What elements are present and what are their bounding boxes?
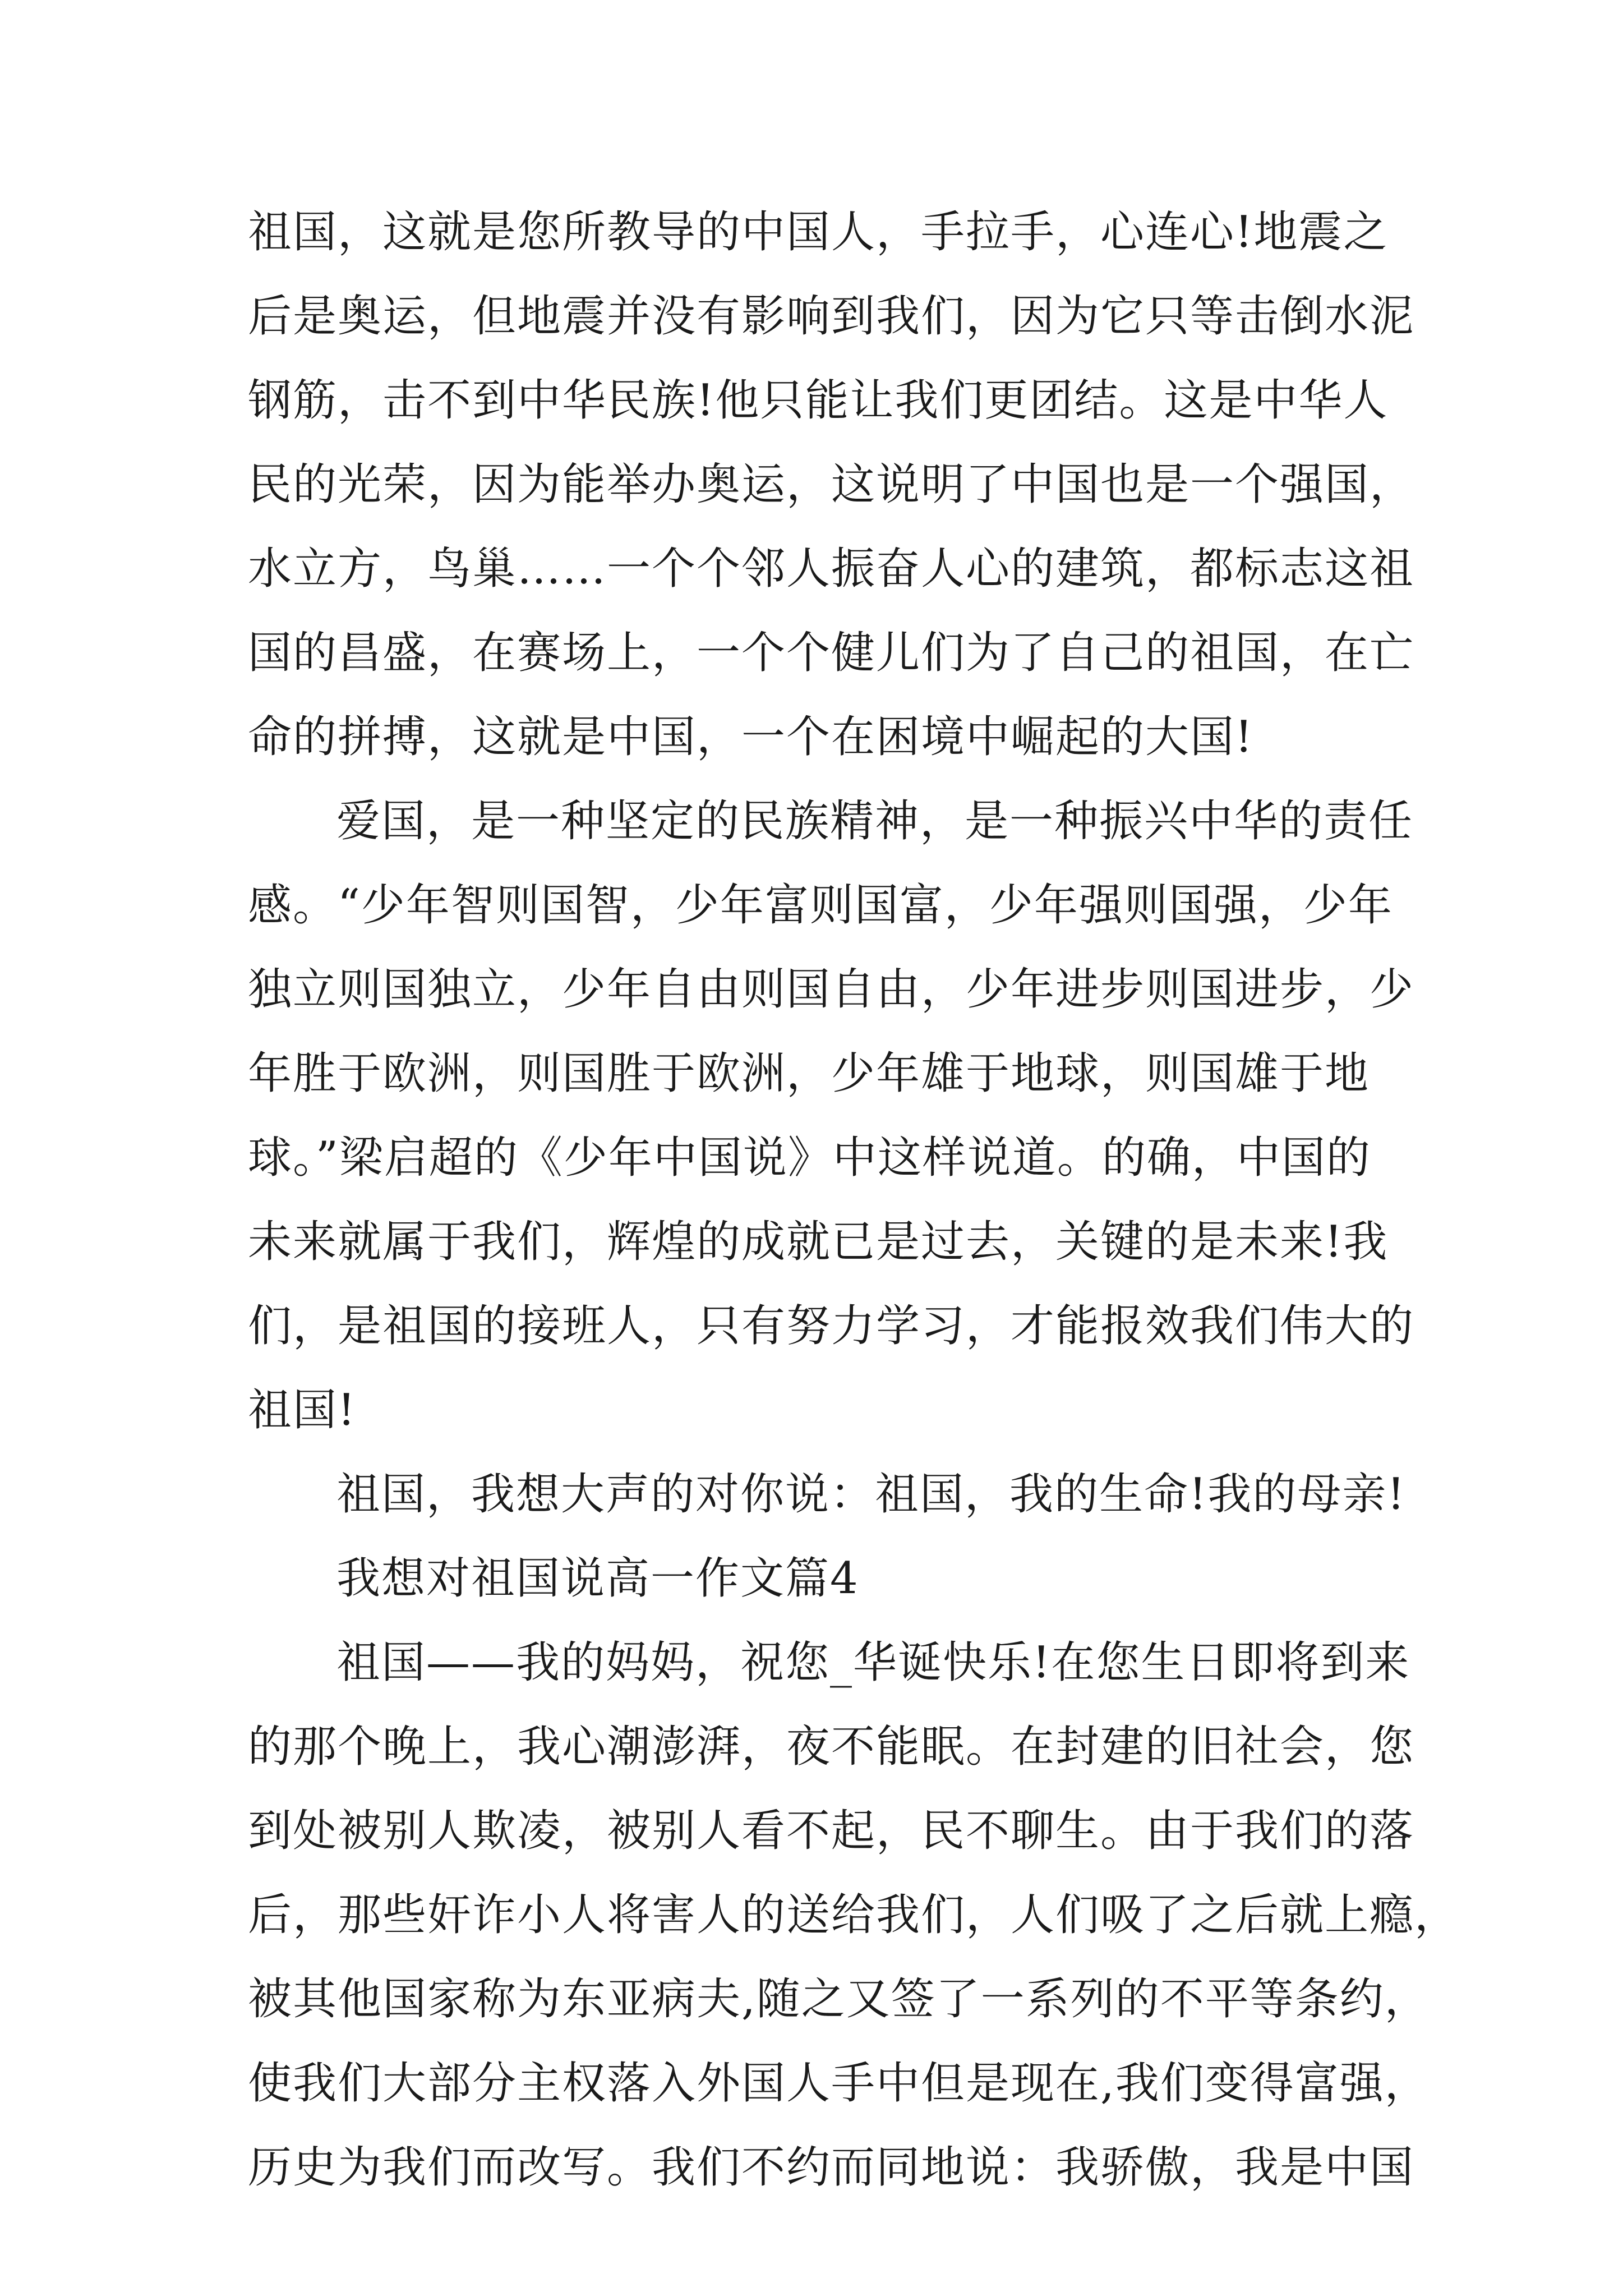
text-line: 球。”梁启超的《少年中国说》中这样说道。的确，中国的 [248,1133,1371,1183]
paragraph-start-line: 祖国，我想大声的对你说：祖国，我的生命!我的母亲! [336,1469,1406,1520]
text-line: 命的拼搏，这就是中国，一个在困境中崛起的大国! [248,712,1254,762]
text-line: 们，是祖国的接班人，只有努力学习，才能报效我们伟大的 [248,1301,1415,1351]
text-line: 历史为我们而改写。我们不约而同地说：我骄傲，我是中国 [248,2142,1415,2193]
text-line: 国的昌盛，在赛场上，一个个健儿们为了自己的祖国，在亡 [248,628,1415,678]
text-line: 水立方，鸟巢……一个个邻人振奋人心的建筑，都标志这祖 [248,544,1415,594]
text-line: 到处被别人欺凌，被别人看不起，民不聊生。由于我们的落 [248,1806,1415,1856]
text-line: 年胜于欧洲，则国胜于欧洲，少年雄于地球，则国雄于地 [248,1048,1370,1099]
text-line: 的那个晚上，我心潮澎湃，夜不能眠。在封建的旧社会，您 [248,1722,1415,1772]
text-line: 祖国! [248,1385,357,1435]
text-line: 民的光荣，因为能举办奥运，这说明了中国也是一个强国， [248,459,1415,510]
text-line: 后，那些奸诈小人将害人的送给我们，人们吸了之后就上瘾， [248,1890,1460,1940]
text-line: 后是奥运，但地震并没有影响到我们，因为它只等击倒水泥 [248,291,1415,342]
paragraph-start-line: 爱国，是一种坚定的民族精神，是一种振兴中华的责任 [336,796,1414,846]
section-heading: 我想对祖国说高一作文篇4 [336,1553,859,1604]
text-line: 未来就属于我们，辉煌的成就已是过去，关键的是未来!我 [248,1217,1389,1267]
text-line: 祖国，这就是您所教导的中国人，手拉手，心连心!地震之 [248,207,1389,257]
text-line: 使我们大部分主权落入外国人手中但是现在,我们变得富强， [248,2058,1430,2109]
paragraph-start-line: 祖国——我的妈妈，祝您_华诞快乐!在您生日即将到来 [336,1637,1410,1688]
text-line: 独立则国独立，少年自由则国自由，少年进步则国进步，少 [248,964,1415,1015]
text-line: 钢筋，击不到中华民族!他只能让我们更团结。这是中华人 [248,375,1389,426]
text-line: 感。“少年智则国智，少年富则国富，少年强则国强，少年 [248,880,1393,931]
text-line: 被其他国家称为东亚病夫,随之又签了一系列的不平等条约， [248,1974,1430,2024]
